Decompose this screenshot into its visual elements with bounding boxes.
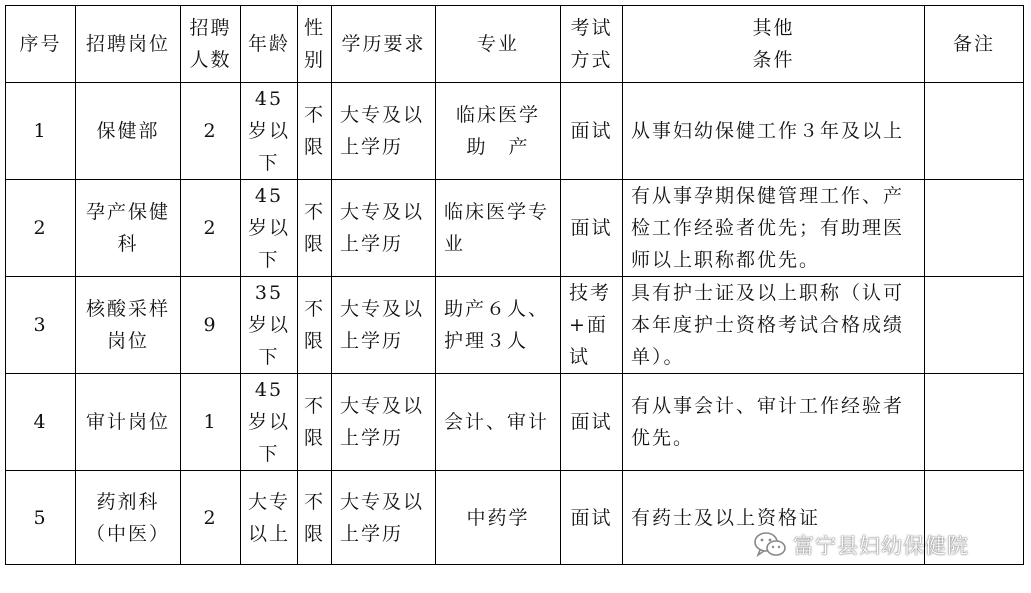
table-row xyxy=(6,277,1024,374)
header-position: 招聘岗位 xyxy=(76,6,181,83)
cell-age: 大专 以上 xyxy=(241,471,298,565)
cell-count: 1 xyxy=(181,374,241,471)
cell-major: 助产６人、 护理３人 xyxy=(436,277,561,374)
cell-age: 45 岁以 下 xyxy=(241,374,298,471)
cell-education: 大专及以 上学历 xyxy=(332,277,436,374)
watermark-text: 富宁县妇幼保健院 xyxy=(793,534,969,558)
cell-remark xyxy=(925,277,1024,374)
cell-count: 2 xyxy=(181,180,241,277)
cell-remark xyxy=(925,180,1024,277)
header-education: 学历要求 xyxy=(332,6,436,83)
recruitment-table xyxy=(5,5,1024,565)
table-row xyxy=(6,180,1024,277)
cell-no: 3 xyxy=(6,277,76,374)
cell-education: 大专及以 上学历 xyxy=(332,180,436,277)
cell-education: 大专及以 上学历 xyxy=(332,83,436,180)
cell-no: 4 xyxy=(6,374,76,471)
cell-major: 临床医学专 业 xyxy=(436,180,561,277)
cell-age: 35 岁以 下 xyxy=(241,277,298,374)
table-row xyxy=(6,374,1024,471)
cell-remark xyxy=(925,83,1024,180)
wechat-icon xyxy=(753,531,787,559)
cell-other: 有从事会计、审计工作经验者 优先。 xyxy=(623,374,925,471)
watermark xyxy=(753,530,969,560)
header-major: 专业 xyxy=(436,6,561,83)
cell-position: 药剂科 （中医） xyxy=(76,471,181,565)
cell-exam: 面试 xyxy=(561,374,623,471)
cell-gender: 不 限 xyxy=(298,374,332,471)
cell-exam: 面试 xyxy=(561,471,623,565)
cell-other: 从事妇幼保健工作３年及以上 xyxy=(623,83,925,180)
header-count: 招聘 人数 xyxy=(181,6,241,83)
cell-age: 45 岁以 下 xyxy=(241,83,298,180)
header-no: 序号 xyxy=(6,6,76,83)
cell-gender: 不 限 xyxy=(298,180,332,277)
cell-education: 大专及以 上学历 xyxy=(332,374,436,471)
cell-position: 孕产保健 科 xyxy=(76,180,181,277)
cell-position: 核酸采样 岗位 xyxy=(76,277,181,374)
cell-other: 有药士及以上资格证 xyxy=(623,471,925,565)
header-other: 其他 条件 xyxy=(623,6,925,83)
cell-major: 临床医学 助 产 xyxy=(436,83,561,180)
cell-remark xyxy=(925,374,1024,471)
cell-no: 2 xyxy=(6,180,76,277)
cell-education: 大专及以 上学历 xyxy=(332,471,436,565)
cell-exam: 面试 xyxy=(561,83,623,180)
cell-age: 45 岁以 下 xyxy=(241,180,298,277)
cell-gender: 不 限 xyxy=(298,277,332,374)
cell-no: 5 xyxy=(6,471,76,565)
header-remark: 备注 xyxy=(925,6,1024,83)
header-age: 年龄 xyxy=(241,6,298,83)
cell-exam: 技考 +面 试 xyxy=(561,277,623,374)
cell-major: 会计、审计 xyxy=(436,374,561,471)
cell-other: 具有护士证及以上职称（认可 本年度护士资格考试合格成绩 单）。 xyxy=(623,277,925,374)
cell-count: 2 xyxy=(181,471,241,565)
table-row xyxy=(6,83,1024,180)
cell-exam: 面试 xyxy=(561,180,623,277)
cell-no: 1 xyxy=(6,83,76,180)
cell-count: 2 xyxy=(181,83,241,180)
header-exam: 考试 方式 xyxy=(561,6,623,83)
cell-other: 有从事孕期保健管理工作、产 检工作经验者优先；有助理医 师以上职称都优先。 xyxy=(623,180,925,277)
header-gender: 性 别 xyxy=(298,6,332,83)
cell-gender: 不 限 xyxy=(298,83,332,180)
cell-position: 审计岗位 xyxy=(76,374,181,471)
cell-count: 9 xyxy=(181,277,241,374)
cell-gender: 不 限 xyxy=(298,471,332,565)
cell-position: 保健部 xyxy=(76,83,181,180)
cell-major: 中药学 xyxy=(436,471,561,565)
header-row xyxy=(6,6,1024,83)
